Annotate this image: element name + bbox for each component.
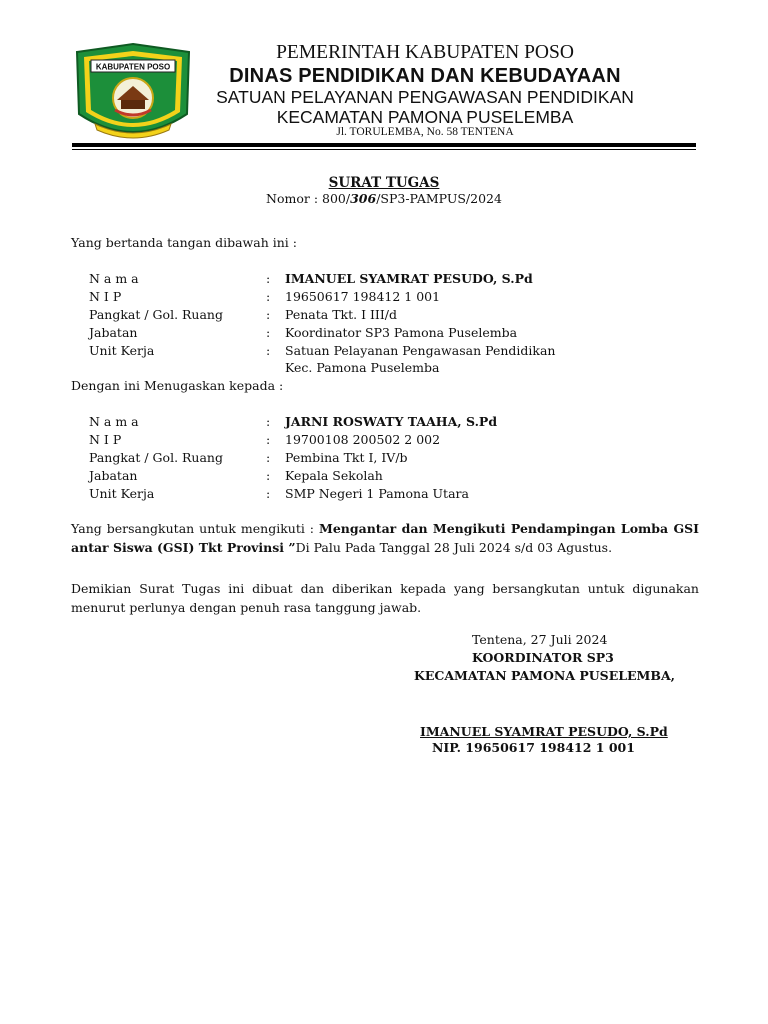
- signer-rank-colon: :: [266, 307, 271, 322]
- signer-rank-label: Pangkat / Gol. Ruang: [89, 307, 223, 322]
- signer-unit-label: Unit Kerja: [89, 343, 155, 358]
- signer-position-colon: :: [266, 325, 271, 340]
- signer-name-colon: :: [266, 271, 271, 286]
- assignee-nip-label: N I P: [89, 432, 122, 447]
- assignee-rank-label: Pangkat / Gol. Ruang: [89, 450, 223, 465]
- signer-name-label: N a m a: [89, 271, 139, 286]
- letterhead-divider-thin: [72, 149, 696, 150]
- letterhead-address: Jl. TORULEMBA, No. 58 TENTENA: [336, 126, 514, 138]
- task-activity: Mengantar dan Mengikuti Pendampingan Lomba GSI antar Siswa (GSI) Tkt Provinsi ”: [71, 521, 699, 555]
- task-lead: Yang bersangkutan untuk mengikuti :: [71, 521, 319, 536]
- assignee-name: JARNI ROSWATY TAAHA, S.Pd: [285, 414, 498, 429]
- assignee-position-colon: :: [266, 468, 271, 483]
- signature-place-date: Tentena, 27 Juli 2024: [472, 632, 608, 647]
- assignee-position: Kepala Sekolah: [285, 468, 383, 483]
- assignee-rank: Pembina Tkt I, IV/b: [285, 450, 408, 465]
- assignee-unit-label: Unit Kerja: [89, 486, 155, 501]
- assignee-nip-colon: :: [266, 432, 271, 447]
- letterhead-district: KECAMATAN PAMONA PUSELEMBA: [276, 107, 574, 127]
- letterhead-department: DINAS PENDIDIKAN DAN KEBUDAYAAN: [229, 65, 621, 87]
- task-paragraph: [71, 519, 699, 557]
- closing-paragraph: Demikian Surat Tugas ini dibuat dan diberikan kepada yang bersangkutan untuk digunakan menurut perlunya dengan penuh rasa tanggung jawab.: [71, 581, 699, 615]
- signer-unit-line2: Kec. Pamona Puselemba: [285, 360, 440, 375]
- intro-text: Yang bertanda tangan dibawah ini :: [71, 235, 297, 250]
- assignee-unit-colon: :: [266, 486, 271, 501]
- assignee-position-label: Jabatan: [89, 468, 138, 483]
- signer-nip-label: N I P: [89, 289, 122, 304]
- document-title: SURAT TUGAS: [328, 175, 440, 191]
- number-prefix: Nomor : 800/: [266, 191, 351, 206]
- assignee-name-colon: :: [266, 414, 271, 429]
- signature-position-1: KOORDINATOR SP3: [472, 650, 614, 665]
- number-value: 306: [350, 191, 377, 206]
- number-suffix: /SP3-PAMPUS/2024: [376, 191, 502, 206]
- letterhead-divider: [72, 143, 696, 147]
- task-details: Di Palu Pada Tanggal 28 Juli 2024 s/d 03 Agustus.: [295, 540, 613, 555]
- signature-position-2: KECAMATAN PAMONA PUSELEMBA,: [414, 668, 675, 683]
- assignee-rank-colon: :: [266, 450, 271, 465]
- assignee-nip: 19700108 200502 2 002: [285, 432, 441, 447]
- signer-unit-colon: :: [266, 343, 271, 358]
- document-number: [0, 190, 768, 208]
- signer-name: IMANUEL SYAMRAT PESUDO, S.Pd: [285, 271, 533, 286]
- letterhead-government: PEMERINTAH KABUPATEN POSO: [276, 42, 574, 63]
- assignee-name-label: N a m a: [89, 414, 139, 429]
- signature-nip: NIP. 19650617 198412 1 001: [432, 740, 635, 755]
- signer-nip: 19650617 198412 1 001: [285, 289, 441, 304]
- signer-position-label: Jabatan: [89, 325, 138, 340]
- signature-name: IMANUEL SYAMRAT PESUDO, S.Pd: [420, 724, 668, 739]
- letterhead-unit: SATUAN PELAYANAN PENGAWASAN PENDIDIKAN: [216, 87, 634, 107]
- signer-position: Koordinator SP3 Pamona Puselemba: [285, 325, 518, 340]
- signer-nip-colon: :: [266, 289, 271, 304]
- assignee-unit: SMP Negeri 1 Pamona Utara: [285, 486, 469, 501]
- signer-rank: Penata Tkt. I III/d: [285, 307, 398, 322]
- assignment-intro: Dengan ini Menugaskan kepada :: [71, 378, 284, 393]
- signer-unit-line1: Satuan Pelayanan Pengawasan Pendidikan: [285, 343, 556, 358]
- logo-text: KABUPATEN POSO: [95, 62, 171, 72]
